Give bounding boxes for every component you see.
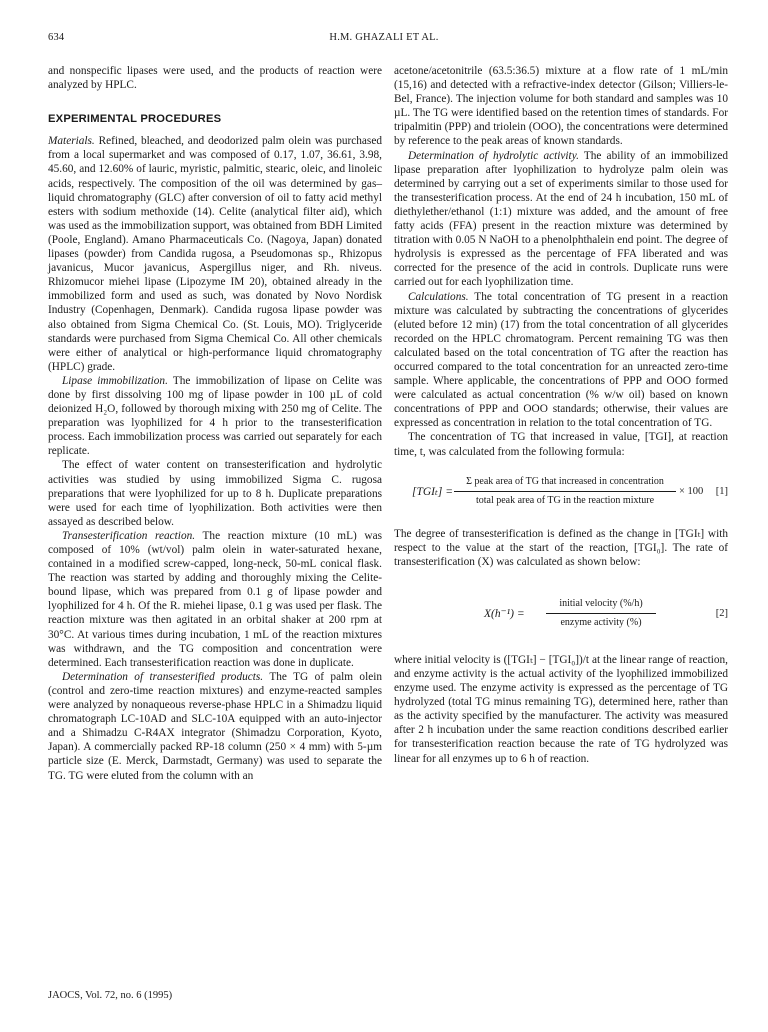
equation-2-lhs: X(h⁻¹) = [484, 607, 525, 620]
products-paragraph [48, 670, 382, 783]
calculations-text: The total concentration of TG present in a reaction mixture was calculated by subtracting the concentrations of glycerides (eluted before 12 min) (17) from the total concentration of all glycerides recorded on the HPLC chromatogram. Percent remaining TG was then calculated based on the total concentration of TG after the reaction has occurred compared to the total concentration for an unreacted zero-time sample. Where applicable, the concentrations of PPP and OOO formed were calculated as actual concentration (% w/w oil) based on known concentrations of PPP and OOO standards; otherwise, their values are expressed as concentration in relation to the total concentration of TG. [394, 290, 728, 430]
equation-1-multiplier: × 100 [679, 485, 704, 497]
equation-2-number: [2] [715, 607, 728, 619]
calculations-lead: Calculations. [408, 290, 469, 303]
page-number: 634 [48, 32, 65, 43]
page-header [48, 32, 720, 48]
immobilization-paragraph [48, 374, 382, 459]
formula-intro: The concentration of TG that increased in value, [TGI], at reaction time, t, was calculated from the following formula: [394, 431, 728, 458]
products-lead: Determination of transesterified products. [62, 670, 264, 683]
materials-text: Refined, bleached, and deodorized palm olein was purchased from a local supermarket and was composed of 0.17, 1.07, 36.61, 3.98, 45.60, and 12.60% of lauric, myristic, palmitic, stearic, oleic, and linoleic acids, respectively. The composition of the oil was determined by gas–liquid chromatography (GLC) after conversion of oil to fatty acid methyl esters with sodium methoxide (14). Celite (analytical filter aid), which was used as the immobilization support, was obtained from BDH Limited (Poole, England). Amano Pharmaceuticals Co. (Nagoya, Japan) donated lipases (powder) from Candida rugosa, a Pseudomonas sp., Rhizopus javanicus, Mucor javanicus, Aspergillus niger, and Rh. niveus. Rhizomucor miehei lipase (Lipozyme IM 20), obtained already in the immobilized form and used as such, was donated by Novo Nordisk Industry (Copenhagen, Denmark). Candida rugosa lipase powder was also obtained from Sigma Chemical Co. (St. Louis, MO). Triglyceride standards were purchased from Sigma Chemical Co. All other chemicals were either of analytical or high-performance liquid chromatography (HPLC) grade. [48, 135, 382, 373]
hplc-continuation: acetone/acetonitrile (63.5:36.5) mixture at a flow rate of 1 mL/min (15,16) and detected with a refractive-index detector (Gilson; Villiers-le-Bel, France). The injection volume for both standard and samples was 10 µL. The TG were identified based on the retention times of standards. For tripalmitin (PPP) and triolein (OOO), the concentrations were determined by reference to the peak areas of known standards. [394, 65, 728, 148]
materials-paragraph [48, 134, 382, 374]
section-heading: EXPERIMENTAL PROCEDURES [48, 113, 222, 126]
transesterification-definition: The degree of transesterification is defined as the change in [TGIₜ] with respect to the value at the start of the reaction, [TGI₀]. The rate of transesterification (X) was calculated as shown below: [394, 527, 728, 568]
equation-1-numerator: Σ peak area of TG that increased in concentration [454, 475, 676, 492]
velocity-paragraph: where initial velocity is ([TGIₜ] − [TGI₀])/t at the linear range of reaction, and enzyme activity is the actual activity of the lyophilized immobilized enzyme used. The enzyme activity is expressed as the percentage of TG hydrolyzed (total TG minus remaining TG), determined here, rather than as the activity specified by the manufacturer. The activity was measured after 2 h incubation under the same reaction conditions described earlier for transesterification reaction because the rate of TG hydrolyzed was linear for all enzymes up to 6 h of reaction. [394, 653, 728, 765]
hydrolytic-text: The ability of an immobilized lipase preparation after lyophilization to hydrolyze palm olein was determined by carrying out a set of experiments similar to those used for the transesterification process. At the end of 24 h incubation, 150 mL of diethylether/ethanol (1:1) mixture was added, and the amount of free fatty acids (FFA) present in the reaction mixture was determined by titration with 0.05 N NaOH to a phenolphthalein end point. The degree of hydrolysis is expressed as the percentage of FFA liberated and was corrected for the presence of the acid in controls. Duplicate runs were carried out for each lyophilization time. [394, 149, 728, 289]
transesterification-paragraph [48, 529, 382, 670]
equation-2-denominator: enzyme activity (%) [560, 617, 642, 628]
transesterification-text: The reaction mixture (10 mL) was composed of 10% (wt/vol) palm olein in water-saturated hexane, contained in a modified screw-capped, long-neck, 50-mL conical flask. The reaction was started by adding and thoroughly mixing the Celite-bound lipase, which was prepared from 0.1 g of lipase powder and lyophilized for 4 h. Of the R. miehei lipase, 0.1 g was used per flask. The reaction mixture was then agitated in an orbital shaker at 200 rpm at 30°C. At various times during incubation, 1 mL of the reaction mixtures was withdrawn, and the TG composition and concentration were determined. Each transesterification reaction was done in duplicate. [48, 529, 382, 669]
equation-1 [394, 473, 728, 513]
equation-2-numerator: initial velocity (%/h) [546, 597, 656, 614]
equation-1-lhs: [TGIₜ] = [412, 485, 453, 498]
equation-2 [394, 595, 728, 635]
running-head: H.M. GHAZALI ET AL. [329, 32, 439, 43]
immobilization-lead: Lipase immobilization. [62, 374, 168, 387]
products-text: The TG of palm olein (control and zero-time reaction mixtures) and enzyme-reacted samples were analyzed by nonaqueous reverse-phase HPLC in a Shimadzu liquid chromatograph LC-10AD and SLC-10A equipped with an auto-injector and a Shimadzu C-R4AX integrator (Shimadzu Corporation, Kyoto, Japan). A commercially packed RP-18 column (250 × 4 mm) with 5-µm particle size (E. Merck, Darmstadt, Germany) was used to separate the TG. TG were eluted from the column with an [48, 670, 383, 782]
hydrolytic-paragraph [394, 149, 728, 290]
journal-footer: JAOCS, Vol. 72, no. 6 (1995) [48, 990, 173, 1001]
water-effect-paragraph: The effect of water content on transesterification and hydrolytic activities was studied by using immobilized Sigma C. rugosa preparations that were lyophilized for up to 8 h. Duplicate preparations were used for each time of lyophilization. Both activities were then assayed as described below. [48, 459, 382, 528]
equation-1-fraction [454, 475, 676, 508]
calculations-paragraph [394, 290, 728, 431]
left-column [48, 64, 382, 783]
equation-1-denominator: total peak area of TG in the reaction mixture [475, 494, 655, 506]
transesterification-lead: Transesterification reaction. [62, 529, 196, 542]
intro-continuation: and nonspecific lipases were used, and the products of reaction were analyzed by HPLC. [48, 65, 382, 92]
materials-lead: Materials. [48, 135, 95, 148]
right-column [394, 64, 728, 766]
equation-2-fraction [546, 597, 656, 630]
hydrolytic-lead: Determination of hydrolytic activity. [408, 149, 579, 162]
equation-1-number: [1] [715, 485, 728, 497]
immobilization-text: The immobilization of lipase on Celite was done by first dissolving 100 mg of lipase powder in 100 µL of cold deionized H₂O, followed by thorough mixing with 250 mg of Celite. The preparation was lyophilized for 4 h prior to the transesterification process. Each immobilization process was carried out separately for each replicate. [48, 374, 382, 458]
